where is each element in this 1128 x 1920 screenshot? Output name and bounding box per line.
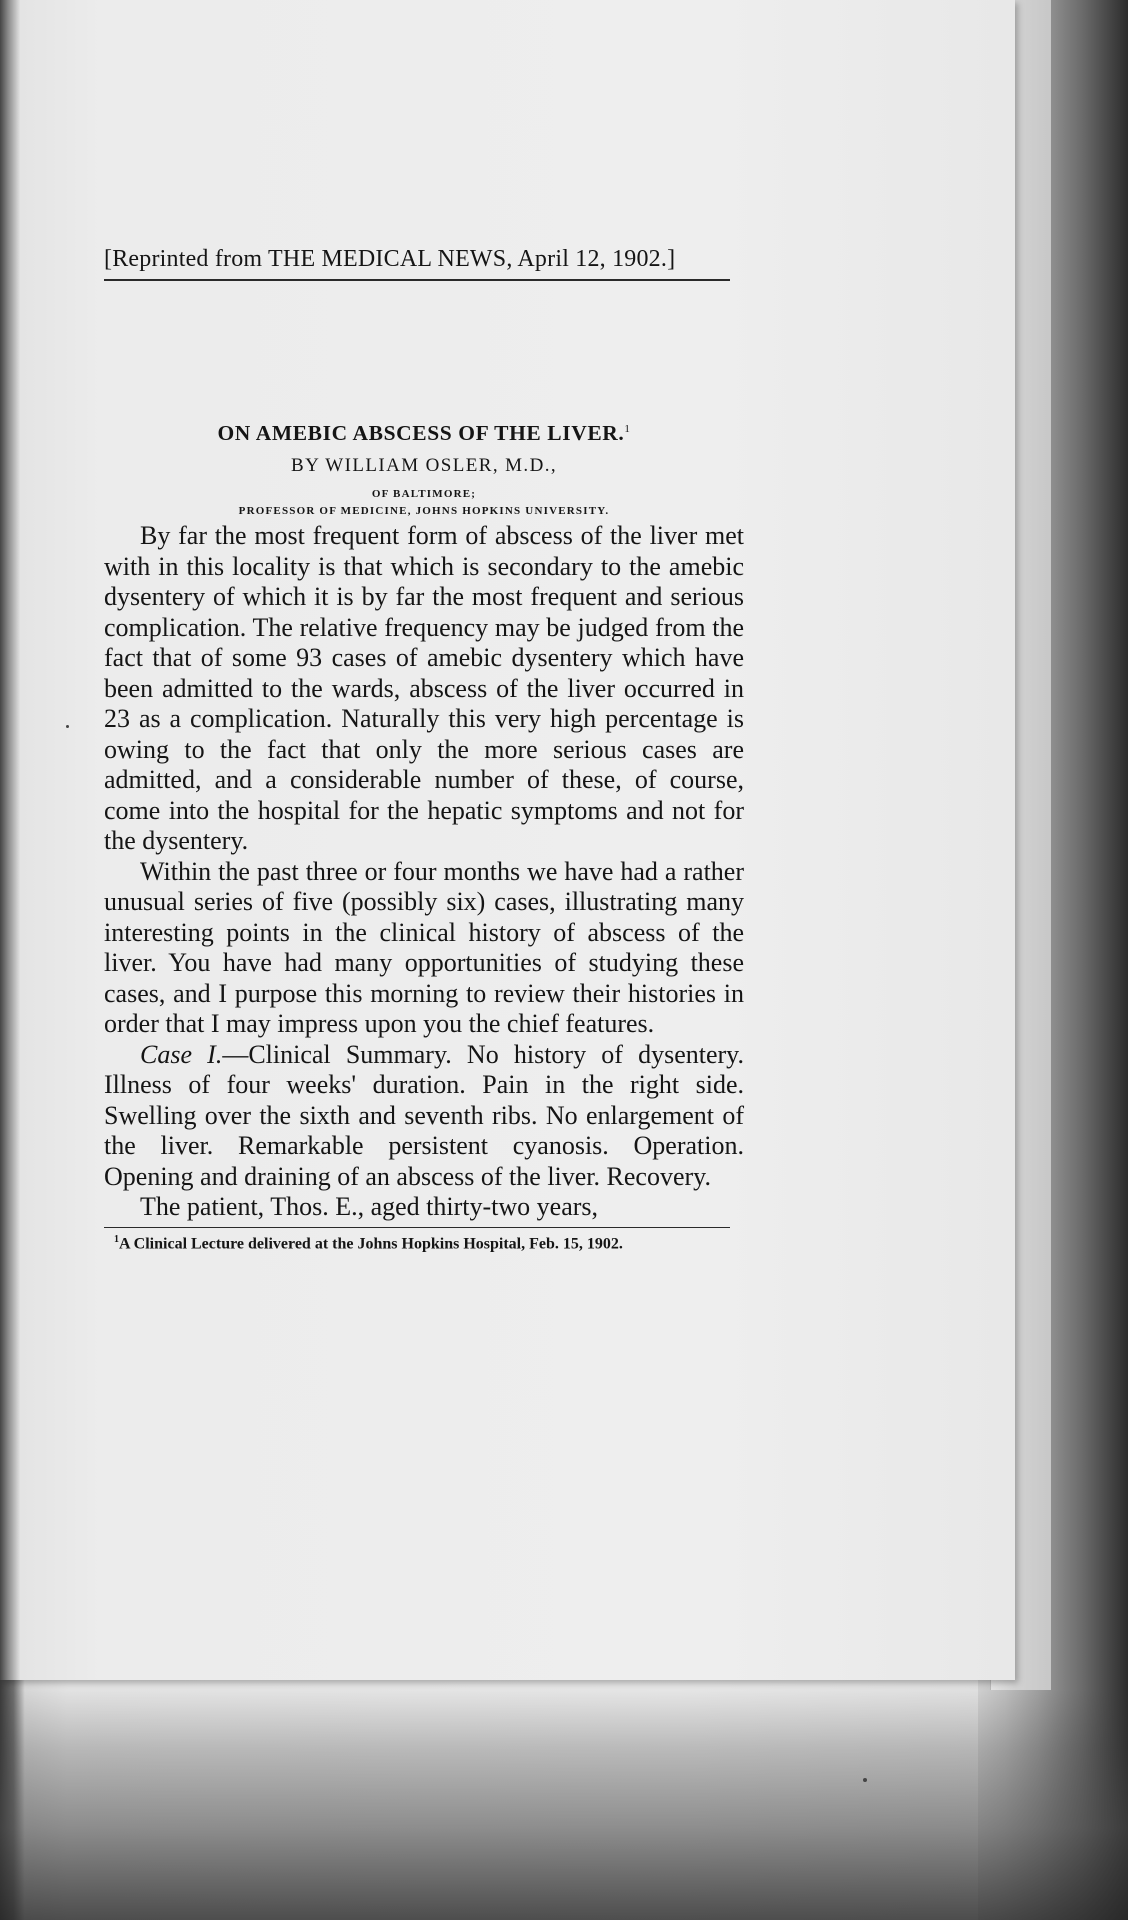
paragraph-1: By far the most frequent form of abscess of the liver met with in this locality is that which is secondary to the amebic dysentery of which it is by far the most frequent and serious complication. The relative frequency may be judged from the fact that of some 93 cases of amebic dysentery which have been admitted to the wards, abscess of the liver occurred in 23 as a complication. Naturally this very high percentage is owing to the fact that only the more serious cases are admitted, and a considerable number of these, of course, come into the hospital for the hepatic symptoms and not for the dysentery.: [104, 521, 744, 855]
title-footnote-marker: 1: [624, 422, 631, 435]
dust-speck: [863, 1778, 867, 1782]
bottom-shadow: [0, 1690, 1128, 1920]
article-title-text: ON AMEBIC ABSCESS OF THE LIVER.: [217, 421, 625, 445]
footnote-divider: [104, 1227, 730, 1228]
author-byline: BY WILLIAM OSLER, M.D.,: [291, 455, 557, 476]
author-location: OF BALTIMORE;: [371, 488, 477, 500]
paragraph-last-line: The patient, Thos. E., aged thirty-two years,: [140, 1192, 599, 1221]
page-content: [104, 246, 744, 1253]
reprint-header: [Reprinted from THE MEDICAL NEWS, April 12, 1902.]: [104, 246, 730, 281]
footnote: [104, 1231, 730, 1253]
case-summary-text: —Clinical Summary. No history of dysentery. Illness of four weeks' duration. Pain in the right side. Swelling over the sixth and seventh ribs. No enlargement of the liver. Remarkable persistent cyanosis. Operation. Opening and draining of an abscess of the liver. Recovery.: [104, 1039, 744, 1191]
footnote-marker: 1: [114, 1233, 119, 1245]
case-summary-paragraph: [104, 1040, 744, 1193]
dust-speck: [66, 725, 69, 728]
article-title: [104, 421, 744, 446]
author-position: PROFESSOR OF MEDICINE, JOHNS HOPKINS UNIVERSITY.: [238, 505, 610, 517]
case-label: Case I.: [140, 1039, 223, 1069]
footnote-text: A Clinical Lecture delivered at the Johns Hopkins Hospital, Feb. 15, 1902.: [119, 1234, 623, 1252]
paragraph-2: Within the past three or four months we have had a rather unusual series of five (possibly six) cases, illustrating many interesting points in the clinical history of abscess of the liver. You have had many opportunities of studying these cases, and I purpose this morning to review their histories in order that I may impress upon you the chief features.: [104, 856, 744, 1038]
